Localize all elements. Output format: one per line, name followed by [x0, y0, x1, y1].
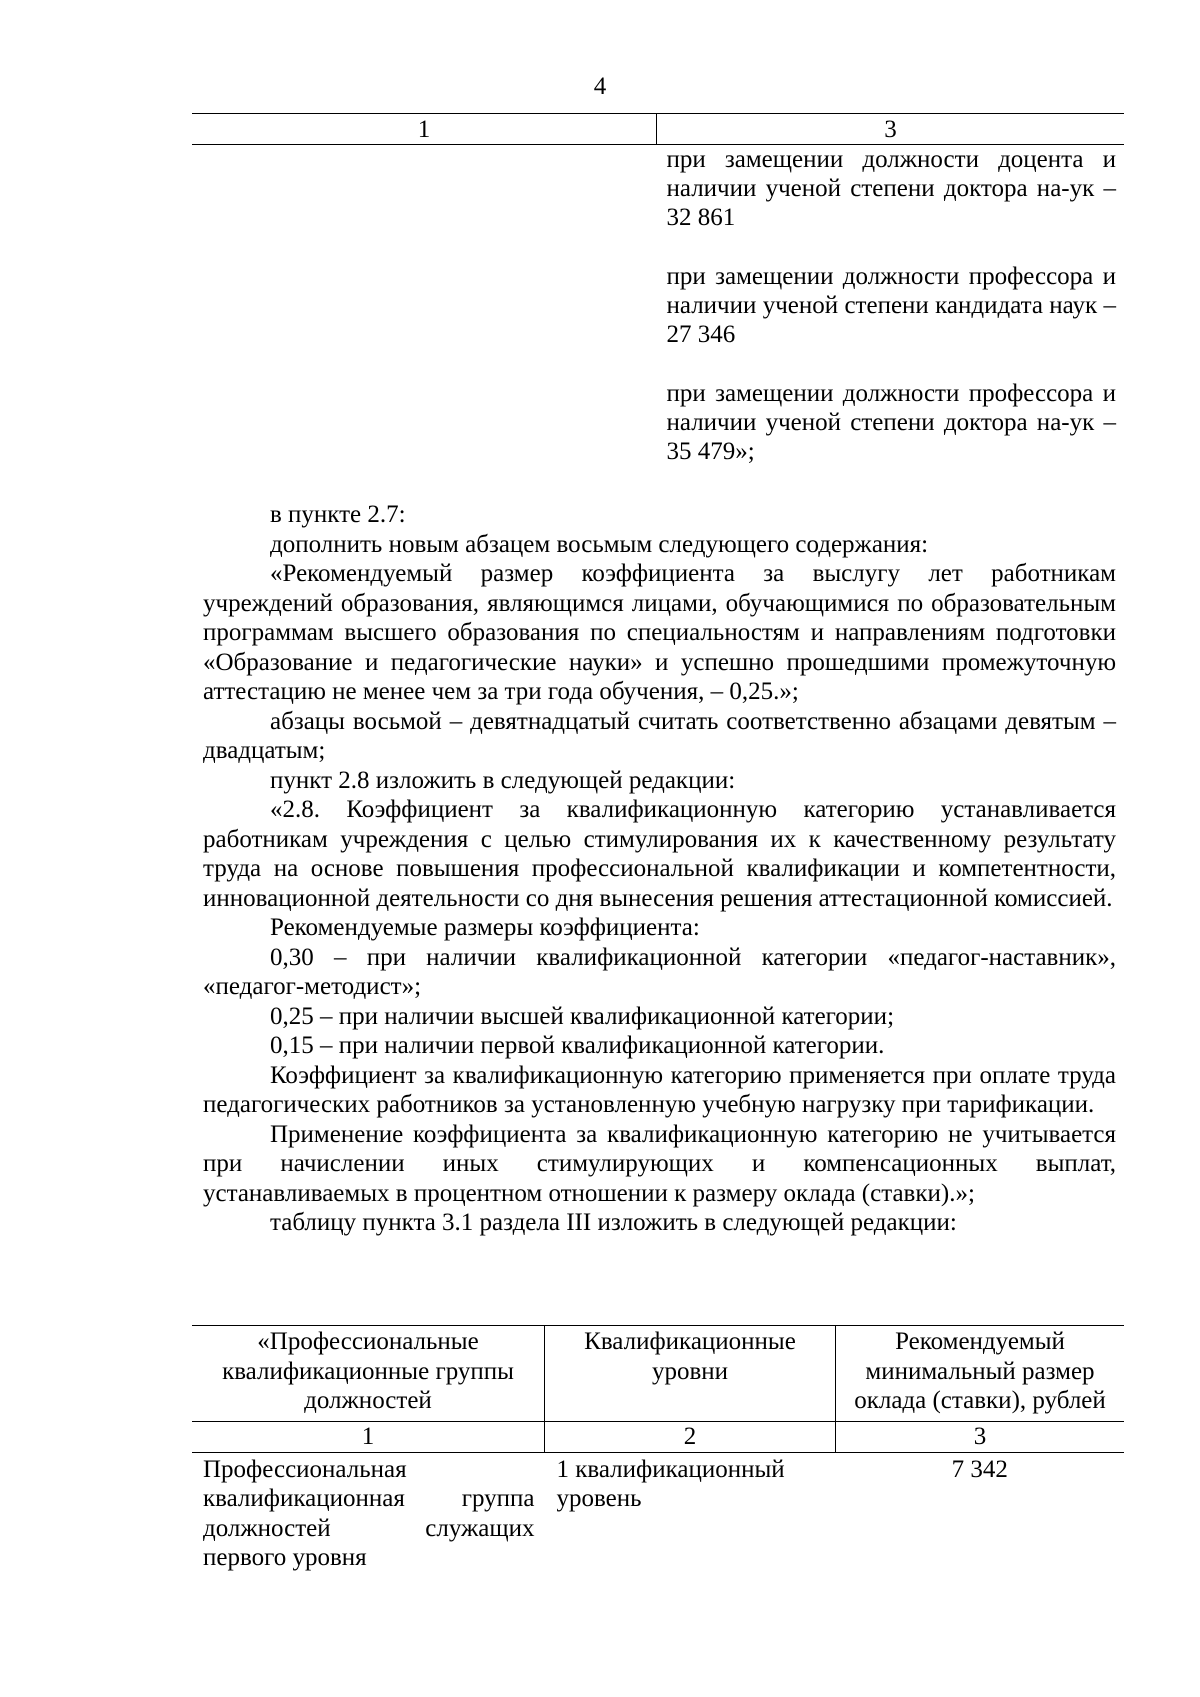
salary-table-header	[192, 1326, 1124, 1422]
salary-paragraph: при замещении должности профессора и наличии ученой степени доктора на-ук – 35 479»;	[666, 380, 1116, 465]
paragraph: в пункте 2.7:	[270, 501, 406, 528]
paragraph: Рекомендуемые размеры коэффициента:	[270, 914, 700, 941]
header-qualification-levels: Квалификационные уровни	[545, 1326, 836, 1422]
paragraph: «Рекомендуемый размер коэффициента за выслугу лет работникам учреждений образования, являющимся лицами, обучающимися по образовательным программам высшего образования по специальностям и направлениям подготовки «Образование и педагогические науки» и успешно прошедшими промежуточную аттестацию не менее чем за три года обучения, – 0,25.»;	[203, 560, 1116, 705]
paragraph: Применение коэффициента за квалификационную категорию не учитывается при начислении иных стимулирующих и компенсационных выплат, устанавливаемых в процентном отношении к размеру оклада (ставки).»;	[203, 1120, 1116, 1207]
page-number: 4	[593, 73, 607, 100]
column-number-3: 3	[657, 114, 1125, 145]
column-number-1: 1	[192, 114, 657, 145]
paragraph: «2.8. Коэффициент за квалификационную категорию устанавливается работникам учреждения с целью стимулирования их к качественному результату труда на основе повышения профессиональной квалификации и компетентности, инновационной деятельности со дня вынесения решения аттестационной комиссией.	[203, 796, 1116, 912]
table-row	[192, 145, 1124, 467]
table-row	[192, 1452, 1124, 1573]
salary-paragraph: при замещении должности доцента и наличии ученой степени доктора на-ук – 32 861	[666, 146, 1116, 231]
paragraph: 0,15 – при наличии первой квалификационной категории.	[270, 1032, 885, 1059]
empty-cell	[192, 145, 657, 467]
paragraph: пункт 2.8 изложить в следующей редакции:	[270, 766, 736, 794]
salary-table-column-numbers	[192, 1422, 1124, 1453]
column-number: 1	[192, 1422, 545, 1453]
professional-group-cell: Профессиональная квалификационная группа должностей служащих первого уровня	[203, 1455, 535, 1571]
salary-paragraph: при замещении должности профессора и наличии ученой степени кандидата наук – 27 346	[666, 263, 1116, 348]
continuation-table-header	[192, 114, 1124, 145]
column-number: 3	[836, 1422, 1125, 1453]
header-professional-groups: «Профессиональные квалификационные группы должностей	[192, 1326, 545, 1422]
salary-details-cell	[657, 145, 1125, 467]
body-text	[203, 500, 1116, 1238]
salary-table	[192, 1325, 1124, 1573]
paragraph: абзацы восьмой – девятнадцатый считать соответственно абзацами девятым – двадцатым;	[203, 707, 1116, 764]
salary-value-cell: 7 342	[951, 1455, 1008, 1483]
paragraph: дополнить новым абзацем восьмым следующего содержания:	[270, 530, 929, 558]
paragraph: таблицу пункта 3.1 раздела III изложить в следующей редакции:	[270, 1209, 957, 1236]
continuation-table	[192, 113, 1124, 466]
qualification-level-cell: 1 квалификационный уровень	[556, 1455, 785, 1512]
paragraph: 0,25 – при наличии высшей квалификационной категории;	[270, 1002, 895, 1030]
column-number: 2	[545, 1422, 836, 1453]
header-minimum-salary: Рекомендуемый минимальный размер оклада (ставки), рублей	[836, 1326, 1125, 1422]
paragraph: 0,30 – при наличии квалификационной категории «педагог-наставник», «педагог-методист»;	[203, 943, 1116, 1000]
paragraph: Коэффициент за квалификационную категорию применяется при оплате труда педагогических работников за установленную учебную нагрузку при тарификации.	[203, 1061, 1116, 1118]
